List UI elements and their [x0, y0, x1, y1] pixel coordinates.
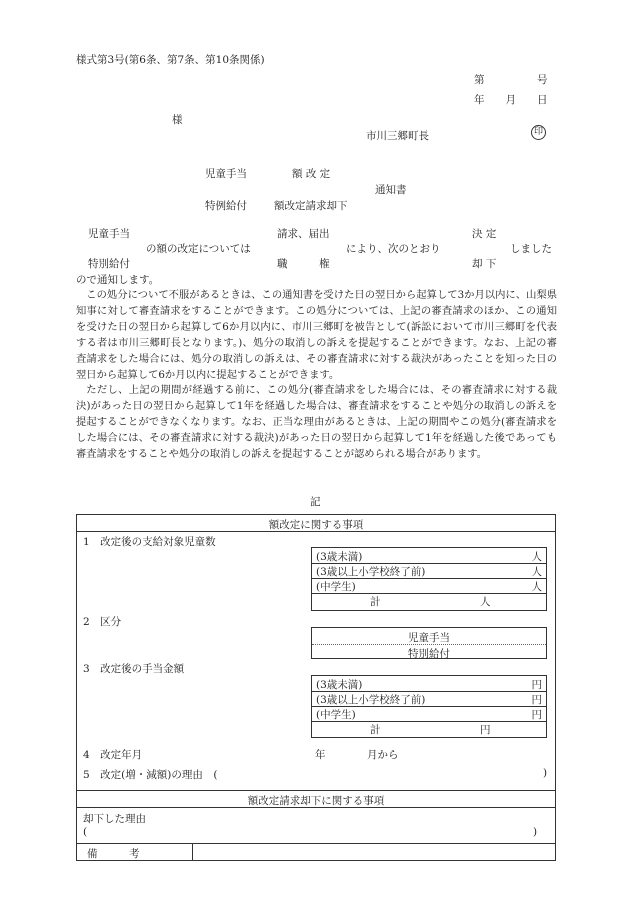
item5-label: 5 改定(増・減額)の理由 (	[83, 769, 218, 781]
item4-label: 4 改定年月	[83, 749, 143, 761]
rejection-reason-close: )	[533, 826, 538, 838]
title-notice: 通知書	[375, 184, 407, 196]
child-count-row: (3歳未満) 人	[312, 548, 546, 564]
title-kind-1: 児童手当	[205, 168, 247, 180]
item2-label: 2 区分	[83, 616, 122, 628]
recipient-suffix: 様	[172, 114, 183, 126]
ki-mark: 記	[310, 496, 321, 508]
issue-date: 年 月 日	[474, 94, 548, 106]
title-action-1: 額 改 定	[292, 168, 331, 180]
item1-label: 1 改定後の支給対象児童数	[83, 536, 216, 548]
item5-close: )	[543, 767, 548, 779]
category-option: 特別給付	[408, 648, 450, 660]
notice-kind-2: 特別給付	[88, 258, 130, 270]
form-label: 様式第3号(第6条、第7条、第10条関係)	[76, 54, 265, 66]
appeal-paragraph-2: ただし、上記の期間が経過する前に、この処分(審査請求をした場合には、その審査請求に対する裁決)があった日の翌日から起算して1年を経過した場合は、審査請求をすることや処分の取消しの訴えを提起することができなくなります。なお、正当な理由があるときは、上記の期間やこの処分(審査請求をした場合には、その審査請求に対する裁決)があった日の翌日から起算して1年を経過した後であっても審査請求をすることや処分の取消しの訴えを提起することが認められる場合があります。	[76, 384, 557, 461]
notice-tail: ので通知します。	[76, 274, 160, 286]
amount-row: (中学生) 円	[312, 706, 546, 722]
title-kind-2: 特例給付	[205, 200, 247, 212]
amount-row: (3歳未満) 円	[312, 676, 546, 692]
notice-result-2: 却 下	[472, 258, 497, 270]
amount-table	[311, 675, 547, 738]
item3-label: 3 改定後の手当金額	[83, 663, 185, 675]
issuer-name: 市川三郷町長	[366, 130, 429, 142]
appeal-info	[76, 288, 557, 463]
notice-text-3: しました	[510, 243, 552, 255]
title-action-2: 額改定請求却下	[274, 200, 348, 212]
child-count-total: 計 人	[370, 596, 491, 608]
details-table	[76, 514, 556, 861]
notice-text-1: の額の改定については	[146, 243, 251, 255]
rejection-reason-label: 却下した理由	[83, 813, 146, 825]
child-count-table	[311, 547, 547, 611]
child-count-row: (3歳以上小学校終了前) 人	[312, 563, 546, 579]
notice-source-2: 職 権	[277, 258, 330, 270]
notice-text-2: により、次のとおり	[346, 243, 441, 255]
revision-year: 年	[315, 749, 326, 761]
section2-heading: 額改定請求却下に関する事項	[247, 795, 385, 807]
notice-result-1: 決 定	[472, 228, 497, 240]
rejection-reason-open: (	[83, 826, 88, 838]
category-box	[311, 627, 547, 659]
remarks-label: 備 考	[87, 848, 140, 860]
category-option: 児童手当	[312, 628, 546, 645]
notice-kind-1: 児童手当	[88, 228, 130, 240]
revision-month: 月から	[367, 749, 399, 761]
appeal-paragraph-1: この処分について不服があるときは、この通知書を受けた日の翌日から起算して3か月以内に、山梨県知事に対して審査請求をすることができます。この処分については、上記の審査請求のほか、この通知を受けた日の翌日から起算して6か月以内に、市川三郷町を被告として(訴訟において市川三郷町を代表する者は市川三郷町長となります。)、処分の取消しの訴えを提起することができます。なお、上記の審査請求をした場合には、処分の取消しの訴えは、その審査請求に対する裁決があったことを知った日の翌日から起算して6か月以内に提起することができます。	[76, 289, 557, 381]
notice-source-1: 請求、届出	[277, 228, 330, 240]
seal-mark: 印	[531, 125, 546, 140]
child-count-row: (中学生) 人	[312, 578, 546, 594]
amount-row: (3歳以上小学校終了前) 円	[312, 691, 546, 707]
document-number: 第 号	[474, 74, 548, 86]
section1-heading: 額改定に関する事項	[268, 519, 364, 531]
amount-total: 計 円	[370, 724, 491, 736]
